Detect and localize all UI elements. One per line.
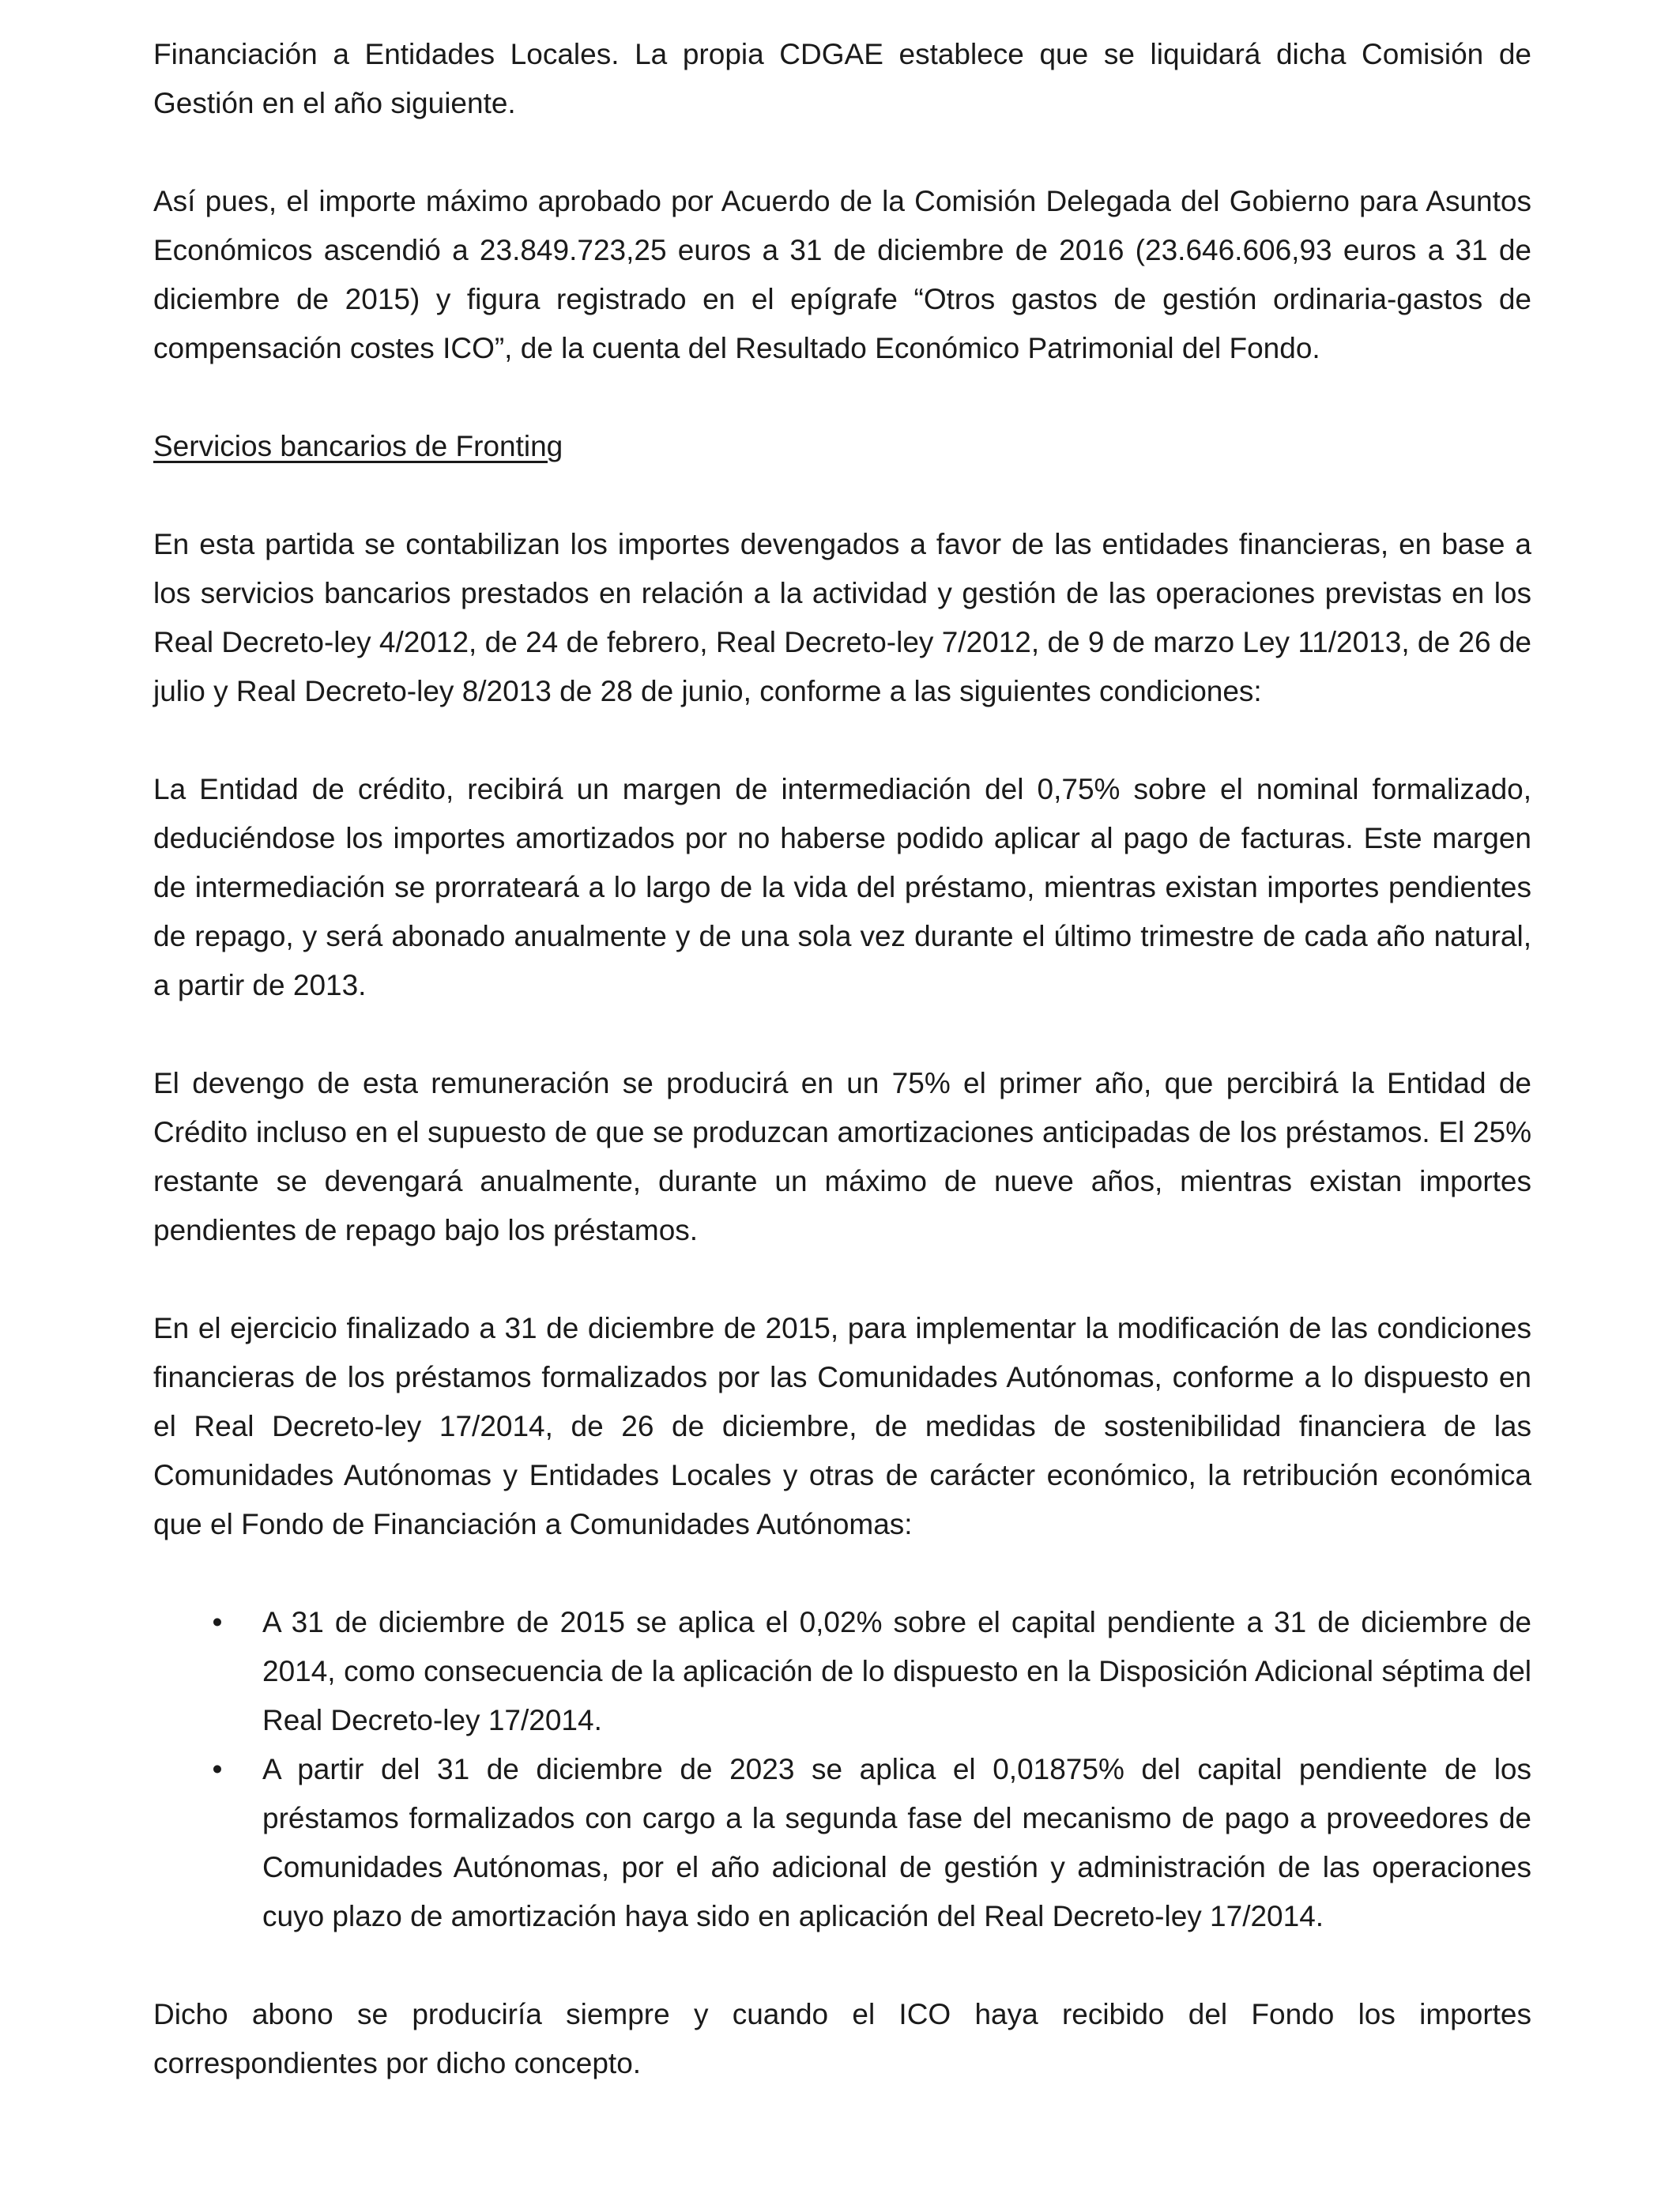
- paragraph-fronting-services: En esta partida se contabilizan los importes devengados a favor de las entidades financieras, en base a los servicios bancarios prestados en relación a la actividad y gestión de las operaciones previstas en los Real Decreto-ley 4/2012, de 24 de febrero, Real Decreto-ley 7/2012, de 9 de marzo Ley 11/2013, de 26 de julio y Real Decreto-ley 8/2013 de 28 de junio, conforme a las siguientes condiciones:: [153, 528, 1531, 707]
- document-page: [153, 30, 1531, 2088]
- paragraph-max-amount: Así pues, el importe máximo aprobado por Acuerdo de la Comisión Delegada del Gobierno para Asuntos Económicos ascendió a 23.849.723,25 euros a 31 de diciembre de 2016 (23.646.606,93 euros a 31 de diciembre de 2015) y figura registrado en el epígrafe “Otros gastos de gestión ordinaria-gastos de compensación costes ICO”, de la cuenta del Resultado Económico Patrimonial del Fondo.: [153, 185, 1531, 364]
- paragraph-accrual: El devengo de esta remuneración se producirá en un 75% el primer año, que percibirá la Entidad de Crédito incluso en el supuesto de que se produzcan amortizaciones anticipadas de los préstamos. El 25% restante se devengará anualmente, durante un máximo de nueve años, mientras existan importes pendientes de repago bajo los préstamos.: [153, 1067, 1531, 1246]
- paragraph-cdgae-liquidation: Financiación a Entidades Locales. La propia CDGAE establece que se liquidará dicha Comisión de Gestión en el año siguiente.: [153, 38, 1531, 119]
- bullet-icon: •: [212, 1606, 223, 1638]
- paragraph-payment-condition: Dicho abono se produciría siempre y cuando el ICO haya recibido del Fondo los importes correspondientes por dicho concepto.: [153, 1998, 1531, 2079]
- list-item: [153, 1745, 1531, 1941]
- bullet-icon: •: [212, 1753, 223, 1785]
- section-heading-fronting: Servicios bancarios de Fronting: [153, 430, 563, 462]
- list-item: [153, 1598, 1531, 1745]
- list-item-text: A 31 de diciembre de 2015 se aplica el 0,02% sobre el capital pendiente a 31 de diciembre de 2014, como consecuencia de la aplicación de lo dispuesto en la Disposición Adicional séptima del Real Decreto-ley 17/2014.: [262, 1606, 1531, 1736]
- paragraph-intermediation-margin: La Entidad de crédito, recibirá un margen de intermediación del 0,75% sobre el nominal formalizado, deduciéndose los importes amortizados por no haberse podido aplicar al pago de facturas. Este margen de intermediación se prorrateará a lo largo de la vida del préstamo, mientras existan importes pendientes de repago, y será abonado anualmente y de una sola vez durante el último trimestre de cada año natural, a partir de 2013.: [153, 773, 1531, 1001]
- paragraph-2015-exercise: En el ejercicio finalizado a 31 de diciembre de 2015, para implementar la modificación de las condiciones financieras de los préstamos formalizados por las Comunidades Autónomas, conforme a lo dispuesto en el Real Decreto-ley 17/2014, de 26 de diciembre, de medidas de sostenibilidad financiera de las Comunidades Autónomas y Entidades Locales y otras de carácter económico, la retribución económica que el Fondo de Financiación a Comunidades Autónomas:: [153, 1312, 1531, 1540]
- conditions-list: [153, 1598, 1531, 1941]
- list-item-text: A partir del 31 de diciembre de 2023 se aplica el 0,01875% del capital pendiente de los préstamos formalizados con cargo a la segunda fase del mecanismo de pago a proveedores de Comunidades Autónomas, por el año adicional de gestión y administración de las operaciones cuyo plazo de amortización haya sido en aplicación del Real Decreto-ley 17/2014.: [262, 1753, 1531, 1932]
